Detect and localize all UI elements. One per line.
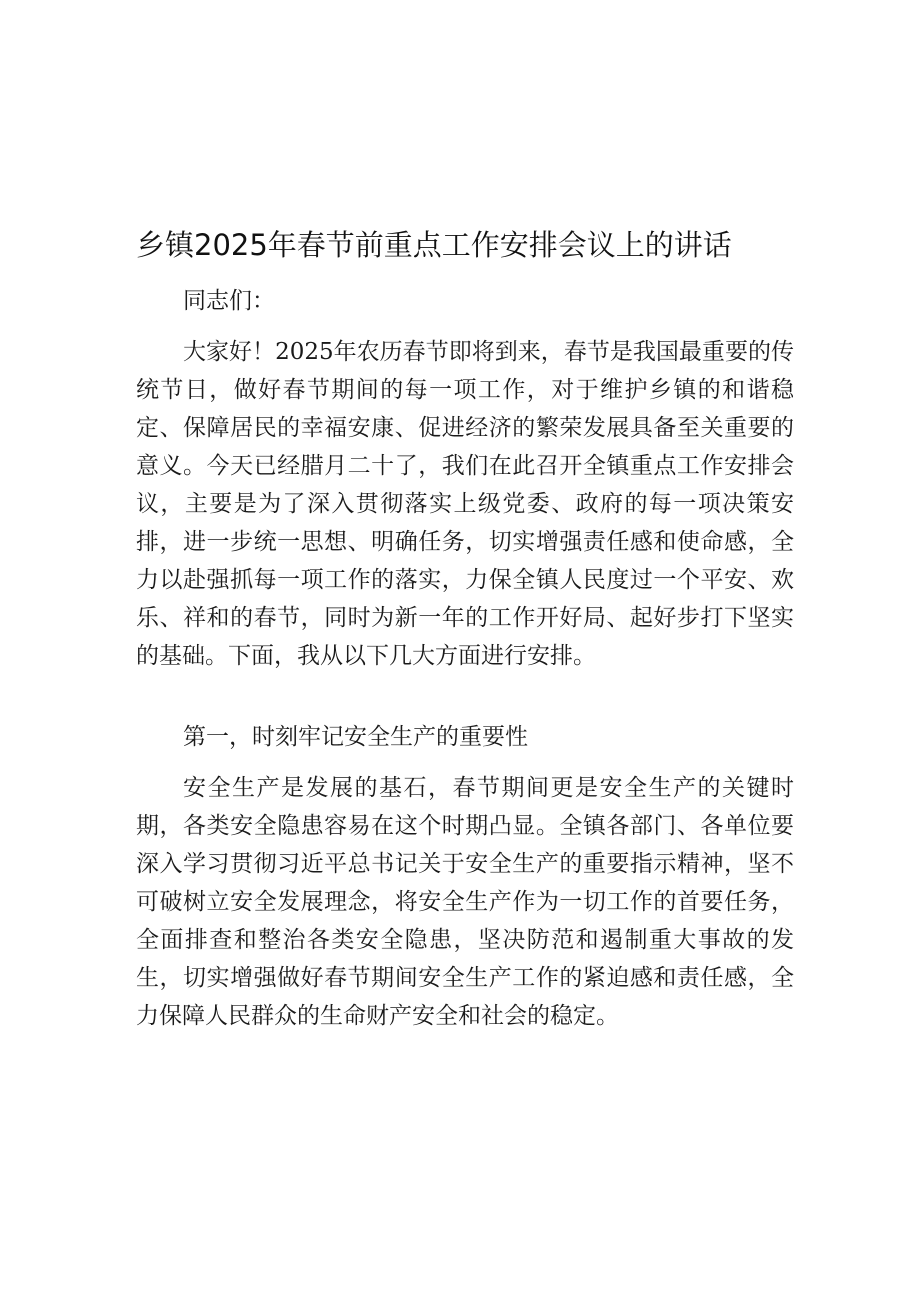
section-1-heading: 第一，时刻牢记安全生产的重要性 <box>183 724 528 750</box>
intro-paragraph: 大家好！2025年农历春节即将到来，春节是我国最重要的传统节日，做好春节期间的每一项工作，对于维护乡镇的和谐稳定、保障居民的幸福安康、促进经济的繁荣发展具备至关重要的意义。今天已经腊月二十了，我们在此召开全镇重点工作安排会议，主要是为了深入贯彻落实上级党委、政府的每一项决策安排，进一步统一思想、明确任务，切实增强责任感和使命感，全力以赴强抓每一项工作的落实，力保全镇人民度过一个平安、欢乐、祥和的春节，同时为新一年的工作开好局、起好步打下坚实的基础。下面，我从以下几大方面进行安排。 <box>136 339 794 669</box>
salutation-block <box>136 282 794 320</box>
intro-block <box>136 333 794 675</box>
section-1-block <box>136 769 794 1035</box>
document-title: 乡镇2025年春节前重点工作安排会议上的讲话 <box>136 228 732 262</box>
section-1-paragraph: 安全生产是发展的基石，春节期间更是安全生产的关键时期，各类安全隐患容易在这个时期凸显。全镇各部门、各单位要深入学习贯彻习近平总书记关于安全生产的重要指示精神，坚不可破树立安全发展理念，将安全生产作为一切工作的首要任务，全面排查和整治各类安全隐患，坚决防范和遏制重大事故的发生，切实增强做好春节期间安全生产工作的紧迫感和责任感，全力保障人民群众的生命财产安全和社会的稳定。 <box>136 775 794 1029</box>
section-1-heading-block <box>136 718 794 756</box>
salutation: 同志们： <box>183 288 275 314</box>
